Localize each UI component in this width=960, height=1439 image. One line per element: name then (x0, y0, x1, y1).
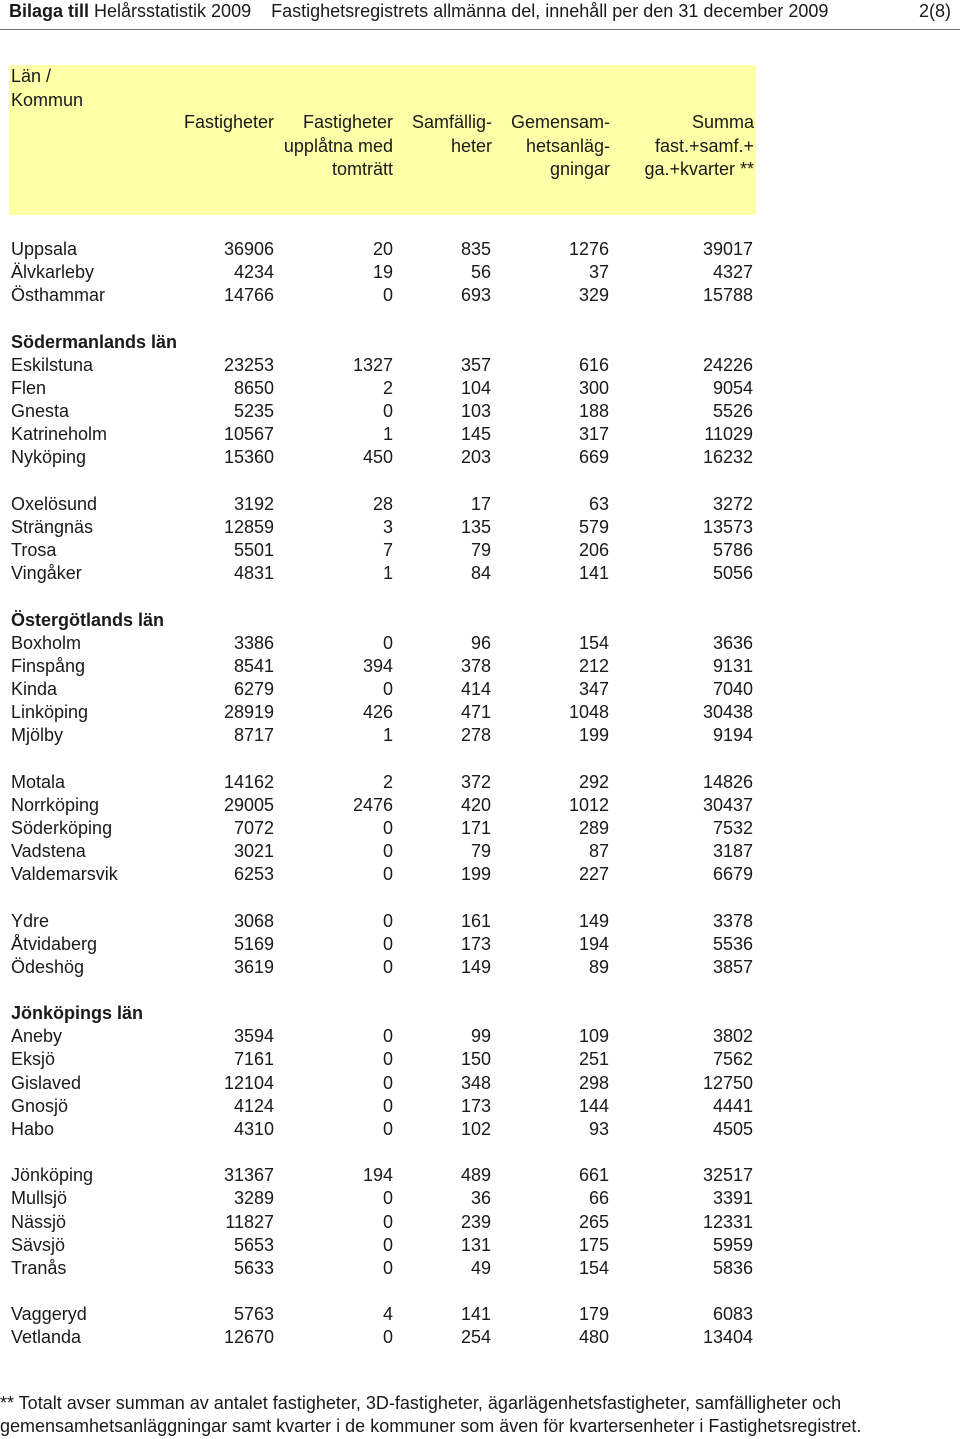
gemensamhetsanlaggningar-cell: 206 (578, 540, 609, 561)
tomtratt-cell: 0 (382, 1072, 393, 1093)
gemensamhetsanlaggningar-cell: 37 (588, 262, 609, 283)
table-row (0, 956, 960, 979)
summa-cell: 3378 (712, 910, 753, 931)
fastigheter-cell: 12859 (223, 516, 274, 537)
gemensamhetsanlaggningar-cell: 1048 (568, 702, 609, 723)
tomtratt-cell: 0 (382, 864, 393, 885)
samfalligheter-cell: 103 (460, 401, 491, 422)
samfalligheter-cell: 56 (470, 262, 491, 283)
kommun-name: Motala (11, 771, 66, 792)
table-row (0, 655, 960, 678)
column-header-lan-kommun: Län / Kommun (11, 66, 84, 110)
tomtratt-cell: 0 (382, 285, 393, 306)
fastigheter-cell: 3021 (233, 841, 274, 862)
tomtratt-cell: 0 (382, 817, 393, 838)
tomtratt-cell: 7 (382, 540, 393, 561)
column-header-fastigheter: Fastigheter (183, 112, 274, 132)
gemensamhetsanlaggningar-cell: 1012 (568, 794, 609, 815)
kommun-name: Flen (11, 377, 47, 398)
samfalligheter-cell: 17 (470, 493, 491, 514)
kommun-name: Vadstena (11, 841, 86, 862)
kommun-name: Vaggeryd (11, 1304, 87, 1325)
samfalligheter-cell: 489 (460, 1165, 491, 1186)
kommun-name: Strängnäs (11, 516, 94, 537)
gemensamhetsanlaggningar-cell: 66 (588, 1188, 609, 1209)
fastigheter-cell: 3594 (233, 1026, 274, 1047)
fastigheter-cell: 28919 (223, 702, 274, 723)
table-row (0, 284, 960, 307)
kommun-name: Jönköping (11, 1165, 94, 1186)
kommun-name: Boxholm (11, 632, 82, 653)
tomtratt-cell: 19 (372, 262, 393, 283)
page-header (9, 0, 951, 22)
kommun-name: Nässjö (11, 1211, 67, 1232)
tomtratt-cell: 3 (382, 516, 393, 537)
summa-cell: 9054 (712, 377, 753, 398)
fastigheter-cell: 15360 (223, 447, 274, 468)
footnote: ** Totalt avser summan av antalet fastigheter, 3D-fastigheter, ägarlägenhetsfastigheter, samfälligheter och gemensamhetsanläggningar samt kvarter i de kommuner som även för kvartersenheter i Fastighetsregistret. (0, 1393, 862, 1436)
samfalligheter-cell: 99 (470, 1026, 491, 1047)
samfalligheter-cell: 372 (460, 771, 491, 792)
summa-cell: 15788 (702, 285, 753, 306)
data-table (0, 238, 960, 1350)
gemensamhetsanlaggningar-cell: 212 (578, 655, 609, 676)
region-heading-row (0, 1002, 960, 1025)
samfalligheter-cell: 203 (460, 447, 491, 468)
gemensamhetsanlaggningar-cell: 149 (578, 910, 609, 931)
fastigheter-cell: 5633 (233, 1257, 274, 1278)
gemensamhetsanlaggningar-cell: 329 (578, 285, 609, 306)
summa-cell: 5526 (712, 401, 753, 422)
samfalligheter-cell: 420 (460, 794, 491, 815)
fastigheter-cell: 36906 (223, 239, 274, 259)
gemensamhetsanlaggningar-cell: 317 (578, 424, 609, 445)
samfalligheter-cell: 145 (460, 424, 491, 445)
fastigheter-cell: 5763 (233, 1304, 274, 1325)
summa-cell: 12750 (702, 1072, 753, 1093)
tomtratt-cell: 0 (382, 1327, 393, 1348)
fastigheter-cell: 5235 (233, 401, 274, 422)
gemensamhetsanlaggningar-cell: 300 (578, 377, 609, 398)
column-header-tomtratt: Fastigheter upplåtna med tomträtt (283, 112, 393, 179)
tomtratt-cell: 450 (362, 447, 393, 468)
summa-cell: 5836 (712, 1257, 753, 1278)
table-row (0, 1118, 960, 1141)
gemensamhetsanlaggningar-cell: 141 (578, 563, 609, 584)
kommun-name: Uppsala (11, 239, 78, 259)
fastigheter-cell: 14766 (223, 285, 274, 306)
summa-cell: 14826 (702, 771, 753, 792)
summa-cell: 16232 (702, 447, 753, 468)
fastigheter-cell: 7161 (233, 1049, 274, 1070)
table-row (0, 354, 960, 377)
tomtratt-cell: 2 (382, 377, 393, 398)
gemensamhetsanlaggningar-cell: 347 (578, 678, 609, 699)
summa-cell: 13573 (702, 516, 753, 537)
summa-cell: 3857 (712, 956, 753, 977)
table-row (0, 863, 960, 886)
fastigheter-cell: 8541 (233, 655, 274, 676)
spacer-row (0, 1141, 960, 1164)
summa-cell: 39017 (702, 239, 753, 259)
summa-cell: 5959 (712, 1234, 753, 1255)
summa-cell: 24226 (702, 354, 753, 375)
kommun-name: Vetlanda (11, 1327, 82, 1348)
table-row (0, 423, 960, 446)
fastigheter-cell: 12670 (223, 1327, 274, 1348)
gemensamhetsanlaggningar-cell: 87 (588, 841, 609, 862)
gemensamhetsanlaggningar-cell: 154 (578, 632, 609, 653)
tomtratt-cell: 0 (382, 1211, 393, 1232)
samfalligheter-cell: 161 (460, 910, 491, 931)
kommun-name: Ödeshög (11, 956, 85, 977)
fastigheter-cell: 4234 (233, 262, 274, 283)
samfalligheter-cell: 348 (460, 1072, 491, 1093)
table-row (0, 1211, 960, 1234)
kommun-name: Finspång (11, 655, 86, 676)
table-row (0, 261, 960, 284)
samfalligheter-cell: 49 (470, 1257, 491, 1278)
column-header-band (9, 65, 756, 215)
tomtratt-cell: 0 (382, 1188, 393, 1209)
tomtratt-cell: 0 (382, 1118, 393, 1139)
fastigheter-cell: 7072 (233, 817, 274, 838)
region-heading: Jönköpings län (11, 1003, 144, 1024)
kommun-name: Linköping (11, 702, 89, 723)
table-row (0, 446, 960, 469)
gemensamhetsanlaggningar-cell: 480 (578, 1327, 609, 1348)
samfalligheter-cell: 79 (470, 841, 491, 862)
kommun-name: Oxelösund (11, 493, 98, 514)
fastigheter-cell: 5501 (233, 540, 274, 561)
samfalligheter-cell: 135 (460, 516, 491, 537)
samfalligheter-cell: 96 (470, 632, 491, 653)
fastigheter-cell: 3386 (233, 632, 274, 653)
summa-cell: 3272 (712, 493, 753, 514)
gemensamhetsanlaggningar-cell: 199 (578, 725, 609, 746)
summa-cell: 4505 (712, 1118, 753, 1139)
gemensamhetsanlaggningar-cell: 89 (588, 956, 609, 977)
kommun-name: Aneby (11, 1026, 63, 1047)
table-row (0, 632, 960, 655)
summa-cell: 6083 (712, 1304, 753, 1325)
samfalligheter-cell: 141 (460, 1304, 491, 1325)
fastigheter-cell: 6279 (233, 678, 274, 699)
tomtratt-cell: 1 (382, 424, 393, 445)
samfalligheter-cell: 171 (460, 817, 491, 838)
spacer-row (0, 979, 960, 1002)
table-row (0, 377, 960, 400)
gemensamhetsanlaggningar-cell: 154 (578, 1257, 609, 1278)
gemensamhetsanlaggningar-cell: 194 (578, 933, 609, 954)
table-row (0, 794, 960, 817)
fastigheter-cell: 3068 (233, 910, 274, 931)
samfalligheter-cell: 278 (460, 725, 491, 746)
summa-cell: 9194 (712, 725, 753, 746)
kommun-name: Gislaved (11, 1072, 82, 1093)
summa-cell: 30437 (702, 794, 753, 815)
summa-cell: 6679 (712, 864, 753, 885)
table-row (0, 1072, 960, 1095)
summa-cell: 30438 (702, 702, 753, 723)
fastigheter-cell: 12104 (223, 1072, 274, 1093)
kommun-name: Trosa (11, 540, 57, 561)
fastigheter-cell: 4124 (233, 1095, 274, 1116)
tomtratt-cell: 0 (382, 1234, 393, 1255)
gemensamhetsanlaggningar-cell: 188 (578, 401, 609, 422)
kommun-name: Gnesta (11, 401, 70, 422)
gemensamhetsanlaggningar-cell: 289 (578, 817, 609, 838)
page-number: 2(8) (918, 1, 951, 21)
fastigheter-cell: 23253 (223, 354, 274, 375)
summa-cell: 7040 (712, 678, 753, 699)
kommun-name: Katrineholm (11, 424, 108, 445)
region-heading: Östergötlands län (11, 609, 165, 630)
kommun-name: Mullsjö (11, 1188, 68, 1209)
table-row (0, 701, 960, 724)
table-row (0, 771, 960, 794)
summa-cell: 4327 (712, 262, 753, 283)
report-title-text: Helårsstatistik 2009 Fastighetsregistrets allmänna del, innehåll per den 31 december 2009 (89, 1, 829, 21)
report-title (9, 0, 828, 22)
tomtratt-cell: 0 (382, 1026, 393, 1047)
kommun-name: Mjölby (11, 725, 64, 746)
table-row (0, 840, 960, 863)
spacer-row (0, 470, 960, 493)
table-row (0, 539, 960, 562)
samfalligheter-cell: 835 (460, 239, 491, 259)
table-row (0, 493, 960, 516)
tomtratt-cell: 0 (382, 678, 393, 699)
table-row (0, 1048, 960, 1071)
kommun-name: Åtvidaberg (11, 933, 98, 954)
tomtratt-cell: 0 (382, 910, 393, 931)
samfalligheter-cell: 414 (460, 678, 491, 699)
table-row (0, 1257, 960, 1280)
table-row (0, 724, 960, 747)
samfalligheter-cell: 173 (460, 1095, 491, 1116)
gemensamhetsanlaggningar-cell: 661 (578, 1165, 609, 1186)
fastigheter-cell: 5653 (233, 1234, 274, 1255)
spacer-row (0, 307, 960, 330)
spacer-row (0, 1280, 960, 1303)
fastigheter-cell: 4310 (233, 1118, 274, 1139)
table-row (0, 562, 960, 585)
fastigheter-cell: 5169 (233, 933, 274, 954)
region-heading: Södermanlands län (11, 331, 178, 352)
tomtratt-cell: 0 (382, 1095, 393, 1116)
region-heading-row (0, 331, 960, 354)
samfalligheter-cell: 84 (470, 563, 491, 584)
tomtratt-cell: 28 (372, 493, 393, 514)
table-row (0, 516, 960, 539)
kommun-name: Habo (11, 1118, 55, 1139)
summa-cell: 5786 (712, 540, 753, 561)
table-row (0, 817, 960, 840)
fastigheter-cell: 31367 (223, 1165, 274, 1186)
summa-cell: 13404 (702, 1327, 753, 1348)
samfalligheter-cell: 150 (460, 1049, 491, 1070)
summa-cell: 12331 (702, 1211, 753, 1232)
gemensamhetsanlaggningar-cell: 144 (578, 1095, 609, 1116)
summa-cell: 7562 (712, 1049, 753, 1070)
report-title-bold: Bilaga till (9, 1, 90, 21)
kommun-name: Tranås (11, 1257, 67, 1278)
fastigheter-cell: 8650 (233, 377, 274, 398)
fastigheter-cell: 3192 (233, 493, 274, 514)
kommun-name: Norrköping (11, 794, 100, 815)
tomtratt-cell: 4 (382, 1304, 393, 1325)
kommun-name: Söderköping (11, 817, 113, 838)
fastigheter-cell: 10567 (223, 424, 274, 445)
table-row (0, 1025, 960, 1048)
samfalligheter-cell: 102 (460, 1118, 491, 1139)
spacer-row (0, 886, 960, 909)
gemensamhetsanlaggningar-cell: 1276 (568, 239, 609, 259)
table-row (0, 400, 960, 423)
header-divider (0, 29, 960, 30)
samfalligheter-cell: 149 (460, 956, 491, 977)
kommun-name: Östhammar (11, 285, 106, 306)
fastigheter-cell: 3289 (233, 1188, 274, 1209)
samfalligheter-cell: 79 (470, 540, 491, 561)
column-header-gemensamhetsanlaggningar: Gemensam- hetsanläg- gningar (510, 112, 610, 179)
fastigheter-cell: 11827 (225, 1211, 274, 1232)
kommun-name: Valdemarsvik (11, 864, 118, 885)
tomtratt-cell: 1 (382, 563, 393, 584)
tomtratt-cell: 0 (382, 632, 393, 653)
gemensamhetsanlaggningar-cell: 179 (578, 1304, 609, 1325)
gemensamhetsanlaggningar-cell: 265 (578, 1211, 609, 1232)
tomtratt-cell: 20 (372, 239, 393, 259)
fastigheter-cell: 8717 (233, 725, 274, 746)
table-row (0, 910, 960, 933)
tomtratt-cell: 2 (382, 771, 393, 792)
spacer-row (0, 585, 960, 608)
summa-cell: 7532 (712, 817, 753, 838)
gemensamhetsanlaggningar-cell: 616 (578, 354, 609, 375)
samfalligheter-cell: 104 (460, 377, 491, 398)
kommun-name: Eksjö (11, 1049, 56, 1070)
summa-cell: 3391 (712, 1188, 753, 1209)
samfalligheter-cell: 173 (460, 933, 491, 954)
tomtratt-cell: 0 (382, 401, 393, 422)
table-row (0, 678, 960, 701)
spacer-row (0, 747, 960, 770)
kommun-name: Vingåker (11, 563, 82, 584)
tomtratt-cell: 2476 (352, 794, 393, 815)
gemensamhetsanlaggningar-cell: 93 (588, 1118, 609, 1139)
column-header-summa: Summa fast.+samf.+ ga.+kvarter ** (644, 112, 754, 179)
fastigheter-cell: 14162 (223, 771, 274, 792)
fastigheter-cell: 29005 (223, 794, 274, 815)
kommun-name: Eskilstuna (11, 354, 94, 375)
kommun-name: Sävsjö (11, 1234, 66, 1255)
gemensamhetsanlaggningar-cell: 175 (578, 1234, 609, 1255)
gemensamhetsanlaggningar-cell: 63 (588, 493, 609, 514)
gemensamhetsanlaggningar-cell: 251 (578, 1049, 609, 1070)
samfalligheter-cell: 131 (460, 1234, 491, 1255)
fastigheter-cell: 4831 (233, 563, 274, 584)
gemensamhetsanlaggningar-cell: 227 (578, 864, 609, 885)
column-header-samfalligheter: Samfällig- heter (411, 112, 492, 156)
gemensamhetsanlaggningar-cell: 579 (578, 516, 609, 537)
summa-cell: 3802 (712, 1026, 753, 1047)
gemensamhetsanlaggningar-cell: 669 (578, 447, 609, 468)
tomtratt-cell: 0 (382, 841, 393, 862)
kommun-name: Ydre (11, 910, 50, 931)
summa-cell: 5056 (712, 563, 753, 584)
samfalligheter-cell: 357 (460, 354, 491, 375)
tomtratt-cell: 0 (382, 1257, 393, 1278)
tomtratt-cell: 0 (382, 956, 393, 977)
summa-cell: 3636 (712, 632, 753, 653)
samfalligheter-cell: 239 (460, 1211, 491, 1232)
gemensamhetsanlaggningar-cell: 298 (578, 1072, 609, 1093)
samfalligheter-cell: 378 (460, 655, 491, 676)
summa-cell: 32517 (702, 1165, 753, 1186)
kommun-name: Kinda (11, 678, 58, 699)
samfalligheter-cell: 693 (460, 285, 491, 306)
gemensamhetsanlaggningar-cell: 109 (578, 1026, 609, 1047)
region-heading-row (0, 609, 960, 632)
tomtratt-cell: 426 (362, 702, 393, 723)
tomtratt-cell: 1327 (352, 354, 393, 375)
table-row (0, 1234, 960, 1257)
summa-cell: 9131 (712, 655, 753, 676)
kommun-name: Älvkarleby (11, 262, 95, 283)
table-row (0, 933, 960, 956)
tomtratt-cell: 0 (382, 933, 393, 954)
samfalligheter-cell: 471 (460, 702, 491, 723)
table-row (0, 1326, 960, 1349)
summa-cell: 11029 (704, 424, 753, 445)
kommun-name: Gnosjö (11, 1095, 69, 1116)
tomtratt-cell: 1 (382, 725, 393, 746)
tomtratt-cell: 0 (382, 1049, 393, 1070)
fastigheter-cell: 6253 (233, 864, 274, 885)
summa-cell: 3187 (712, 841, 753, 862)
kommun-name: Nyköping (11, 447, 87, 468)
gemensamhetsanlaggningar-cell: 292 (578, 771, 609, 792)
summa-cell: 4441 (712, 1095, 753, 1116)
table-row (0, 1303, 960, 1326)
table-row (0, 238, 960, 261)
table-row (0, 1187, 960, 1210)
table-row (0, 1095, 960, 1118)
samfalligheter-cell: 199 (460, 864, 491, 885)
fastigheter-cell: 3619 (233, 956, 274, 977)
summa-cell: 5536 (712, 933, 753, 954)
table-row (0, 1164, 960, 1187)
tomtratt-cell: 394 (362, 655, 393, 676)
samfalligheter-cell: 254 (460, 1327, 491, 1348)
tomtratt-cell: 194 (362, 1165, 393, 1186)
samfalligheter-cell: 36 (470, 1188, 491, 1209)
